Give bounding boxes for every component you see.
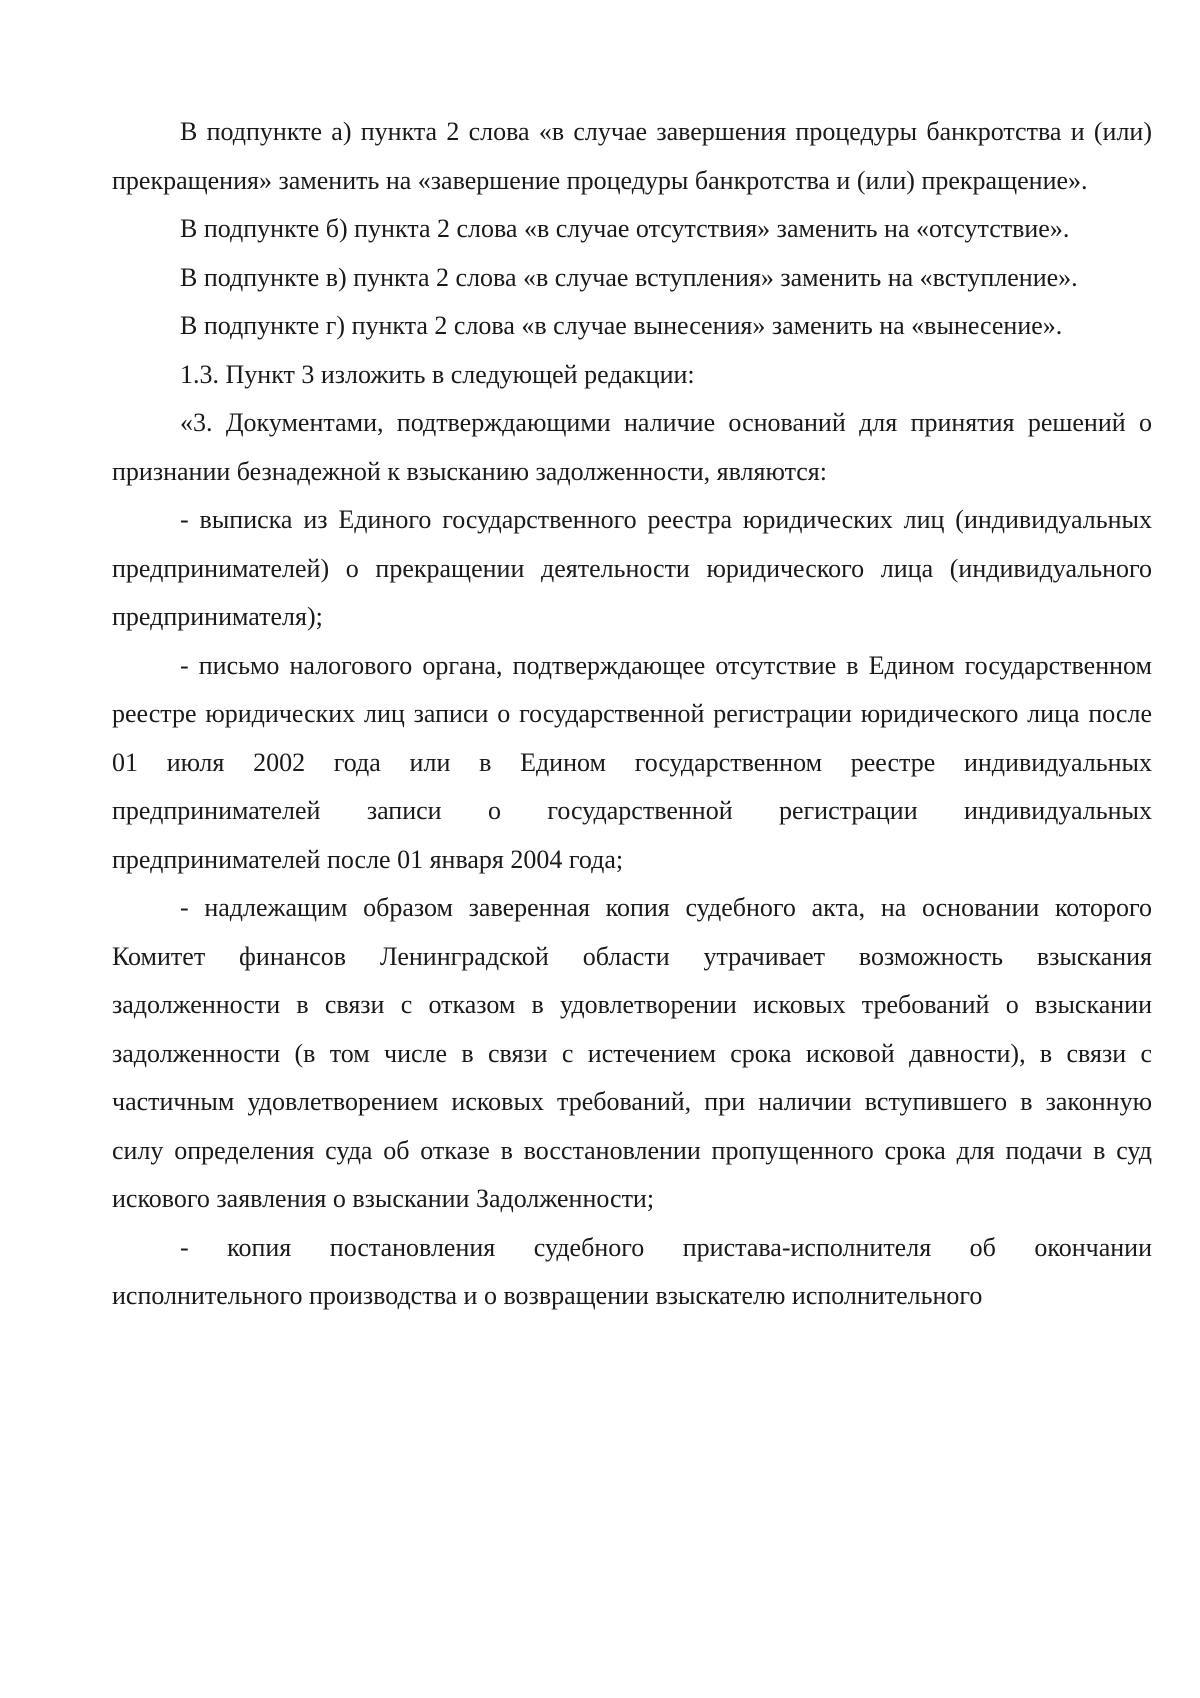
paragraph-subitem-v: В подпункте в) пункта 2 слова «в случае вступления» заменить на «вступление». (180, 262, 1078, 292)
paragraph-subitem-a: В подпункте а) пункта 2 слова «в случае завершения процедуры банкротства и (или) прекращения» заменить на «завершение процедуры банкротства и (или) прекращение». (112, 117, 1152, 195)
paragraph-item-3-intro: «3. Документами, подтверждающими наличие оснований для принятия решений о признании безнадежной к взысканию задолженности, являются: (112, 408, 1152, 486)
list-item-court-act: - надлежащим образом заверенная копия судебного акта, на основании которого Комитет финансов Ленинградской области утрачивает возможность взыскания задолженности в связи с отказом в удовлетворении исковых требований о взыскании задолженности (в том числе в связи с истечением срока исковой давности), в связи с частичным удовлетворением исковых требований, при наличии вступившего в законную силу определения суда об отказе в восстановлении пропущенного срока для подачи в суд искового заявления о взыскании Задолженности; (112, 893, 1152, 1213)
paragraph-subitem-b: В подпункте б) пункта 2 слова «в случае отсутствия» заменить на «отсутствие». (180, 214, 1070, 243)
document-body (112, 108, 1152, 1321)
list-item-tax-letter: - письмо налогового органа, подтверждающее отсутствие в Едином государственном реестре юридических лиц записи о государственной регистрации юридического лица после 01 июля 2002 года или в Едином государственном реестре индивидуальных предпринимателей записи о государственной регистрации индивидуальных предпринимателей после 01 января 2004 года; (112, 650, 1152, 874)
list-item-bailiff-resolution: - копия постановления судебного пристава-исполнителя об окончании исполнительного производства и о возвращении взыскателю исполнительного (112, 1232, 1152, 1310)
paragraph-section-1-3: 1.3. Пункт 3 изложить в следующей редакции: (180, 359, 695, 389)
paragraph-subitem-g: В подпункте г) пункта 2 слова «в случае вынесения» заменить на «вынесение». (180, 311, 1063, 340)
list-item-extract: - выписка из Единого государственного реестра юридических лиц (индивидуальных предпринимателей) о прекращении деятельности юридического лица (индивидуального предпринимателя); (112, 505, 1152, 631)
